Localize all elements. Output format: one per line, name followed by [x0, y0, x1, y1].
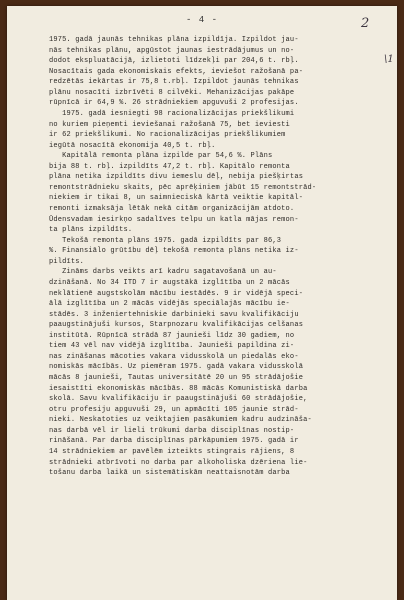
- handwritten-page-mark: 2: [361, 16, 370, 31]
- text-line: Zināms darbs veikts arī kadru sagatavošanā un au-: [49, 268, 277, 277]
- text-line: strādnieki atbrīvoti no darba par alkoholiska dzēriena lie-: [49, 458, 308, 467]
- text-line: ālā izglītība un 2 mācās vidējās speciālajās mācību ie-: [49, 300, 290, 309]
- text-line: nieki. Neskatoties uz veiktajiem pasākumiem kadru audzināša-: [49, 416, 312, 425]
- text-line: %. Finansiālo grūtību dēļ tekošā remonta plāns netika iz-: [49, 247, 299, 256]
- text-line: paaugstinājuši kursos, Starpnozaru kvalifikācijas celšanas: [49, 321, 304, 330]
- text-line: remontstrādnieku skaits, pēc aprēķiniem jābūt 15 remontstrād-: [49, 183, 317, 192]
- document-page: [7, 6, 397, 600]
- page-number: - 4 -: [185, 15, 218, 25]
- text-line: bija 88 t. rbļ. izpildīts 47,2 t. rbļ. Kapitālo remonta: [49, 162, 290, 171]
- text-line: Nosacītais gada ekonomiskais efekts, ieviešot ražošanā pa-: [49, 67, 304, 76]
- text-line: tiem 43 vēl nav vidējā izglītība. Jaunieši papildina zi-: [49, 342, 295, 351]
- text-line: institūtā. Rūpnīcā strādā 87 jaunieši līdz 30 gadiem, no: [49, 331, 295, 340]
- text-line: rināšanā. Par darba disciplīnas pārkāpumiem 1975. gadā ir: [49, 437, 299, 446]
- text-line: dzināšanā. No 34 ITD 7 ir augstākā izglītība un 2 mācās: [49, 278, 290, 287]
- text-line: stādēs. 3 inženiertehniskie darbinieki savu kvalifikāciju: [49, 310, 299, 319]
- text-line: neklātienē augstskolām mācību iestādēs. 9 ir vidējā speci-: [49, 289, 304, 298]
- typewritten-text-body: [49, 35, 401, 479]
- text-line: dodot ekspluatācijā, izlietoti līdzekļi par 204,6 t. rbļ.: [49, 57, 299, 66]
- text-line: iegūtā nosacītā ekonomija 40,5 t. rbļ.: [49, 141, 216, 150]
- text-line: nas darbā vēl ir lieli trūkumi darba disciplīnas nostip-: [49, 426, 295, 435]
- text-line: nomiskās mācībās. Uz piemēram 1975. gadā vakara vidusskolā: [49, 363, 304, 372]
- text-line: nās tehnikas plānu, apgūstot jaunas iestrādājumus un no-: [49, 46, 295, 55]
- text-line: 1975. gadā iesniegti 98 racionalizācijas priekšlikumi: [49, 109, 295, 118]
- text-line: iesaistīti ekonomiskās mācībās. 88 mācās Komunistiskā darba: [49, 384, 308, 393]
- text-line: rūpnīcā ir 64,9 %. 26 strādniekiem apguvuši 2 profesijas.: [49, 99, 299, 108]
- text-line: 1975. gadā jaunās tehnikas plāna izpildīja. Izpildot jau-: [49, 36, 299, 44]
- text-line: Ūdensvadam iesirkņo sadalīves telpu un katla mājas remon-: [49, 215, 299, 224]
- text-line: no kuriem pieņemti ieviešanai ražošanā 75, bet ieviesti: [49, 120, 290, 129]
- handwritten-margin-mark: \1: [384, 54, 394, 65]
- text-line: redzētās iekārtas ir 75,8 t.rbļ. Izpildot jaunās tehnikas: [49, 78, 299, 87]
- text-line: tošanu darba laikā un sistemātiskām neattaisnotām darba: [49, 469, 290, 478]
- text-line: skolā. Savu kvalifikāciju ir paaugstinājuši 60 strādājošie,: [49, 395, 308, 404]
- text-line: Kapitālā remonta plāna izpilde par 54,6 %. Plāns: [49, 152, 273, 161]
- text-line: remonti izmaksāja lētāk nekā citām organizācijām atdoto.: [49, 205, 295, 213]
- text-line: niekiem ir tikai 8, un saimnieciskā kārtā veiktie kapitāl-: [49, 194, 304, 203]
- text-line: nas zināšanas mācoties vakara vidusskolā un piedalās eko-: [49, 352, 299, 361]
- text-line: Tekošā remonta plāns 1975. gadā izpildīts par 86,3: [49, 236, 282, 245]
- text-line: mācās 8 jaunieši, Tautas universitātē 20 un 95 strādājošie: [49, 374, 304, 382]
- text-line: otru profesiju apguvuši 29, un apmācīti 105 jaunie strād-: [49, 405, 299, 414]
- text-line: pildīts.: [49, 257, 85, 266]
- text-line: plāna netika izpildīts divu iemeslu dēļ, nebija piešķirtas: [49, 173, 304, 182]
- text-line: ta plāns izpildīts.: [49, 226, 133, 235]
- text-line: plānu nosacīti izbrīvēti 8 cilvēki. Mehanizācijas pakāpe: [49, 88, 295, 97]
- text-line: ir 62 priekšlikumi. No racionalizācijas priekšlikumiem: [49, 131, 286, 140]
- text-line: 14 strādniekiem ar pavēlēm izteikts stingrais rājiens, 8: [49, 447, 295, 456]
